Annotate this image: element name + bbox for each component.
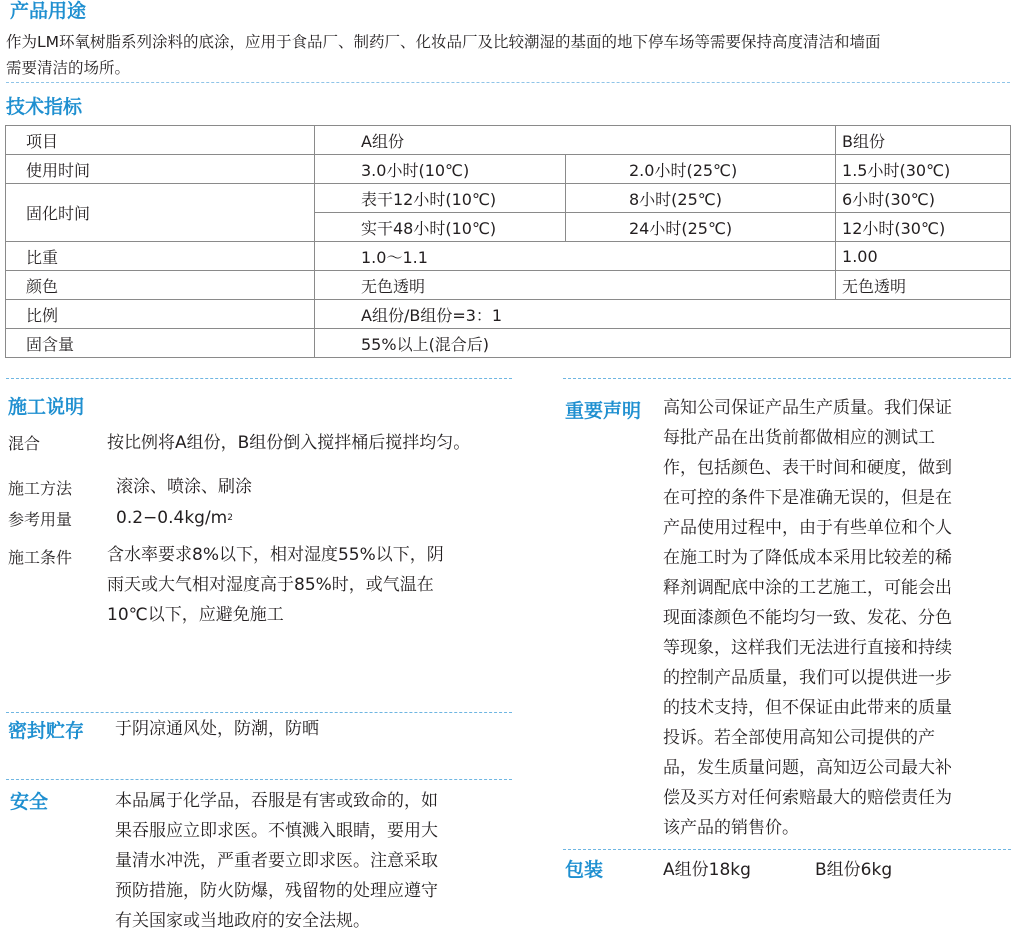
usage-title: 产品用途 <box>10 0 87 22</box>
packaging-b: B组份6kg <box>815 860 893 880</box>
table-cell: 3.0小时(10℃) <box>315 155 566 184</box>
usage-text-line2: 需要清洁的场所。 <box>6 59 131 77</box>
method-label: 施工方法 <box>8 479 73 498</box>
statement-line: 现面漆颜色不能均匀一致、发花、分色 <box>663 608 952 628</box>
table-row <box>6 271 1011 300</box>
statement-line: 的控制产品质量，我们可以提供进一步 <box>663 668 952 688</box>
tech-title: 技术指标 <box>6 96 83 118</box>
table-cell: 1.5小时(30℃) <box>836 155 1011 184</box>
cure-time-label: 固化时间 <box>6 184 315 242</box>
statement-line: 偿及买方对任何索赔最大的赔偿责任为 <box>663 788 952 808</box>
table-row <box>6 126 1011 155</box>
statement-text <box>663 393 1011 843</box>
table-row <box>6 300 1011 329</box>
safety-line: 本品属于化学品，吞服是有害或致命的，如 <box>115 791 438 811</box>
color-label: 颜色 <box>6 271 315 300</box>
method-text: 滚涂、喷涂、刷涂 <box>116 477 252 497</box>
statement-title: 重要声明 <box>565 400 642 422</box>
table-cell: 无色透明 <box>315 271 836 300</box>
solids-label: 固含量 <box>6 329 315 358</box>
statement-line: 等现象，这样我们无法进行直接和持续 <box>663 638 952 658</box>
statement-line: 释剂调配底中涂的工艺施工，可能会出 <box>663 578 952 598</box>
safety-text <box>115 786 438 936</box>
use-time-label: 使用时间 <box>6 155 315 184</box>
table-cell: 1.0～1.1 <box>315 242 836 271</box>
usage-text-line1: 作为LM环氧树脂系列涂料的底涂，应用于食品厂、制药厂、化妆品厂及比较潮湿的基面的地下停车场等需要保持高度清洁和墙面 <box>6 33 881 51</box>
statement-line: 该产品的销售价。 <box>663 818 799 838</box>
gravity-label: 比重 <box>6 242 315 271</box>
statement-line: 投诉。若全部使用高知公司提供的产 <box>663 728 935 748</box>
safety-title: 安全 <box>10 791 49 813</box>
safety-line: 有关国家或当地政府的安全法规。 <box>115 911 370 931</box>
condition-line: 含水率要求8%以下，相对湿度55%以下，阴 <box>107 545 444 565</box>
safety-line: 预防措施，防火防爆，残留物的处理应遵守 <box>115 881 438 901</box>
table-row <box>6 329 1011 358</box>
statement-line: 作，包括颜色、表干时间和硬度，做到 <box>663 458 952 478</box>
safety-divider <box>6 779 512 780</box>
table-row <box>6 242 1011 271</box>
safety-line: 量清水冲洗，严重者要立即求医。注意采取 <box>115 851 438 871</box>
table-cell: A组份/B组份=3：1 <box>315 300 1011 329</box>
table-cell: 1.00 <box>836 242 1011 271</box>
condition-text <box>107 540 444 630</box>
storage-divider <box>6 712 512 713</box>
table-cell: 2.0小时(25℃) <box>566 155 836 184</box>
statement-line: 每批产品在出货前都做相应的测试工 <box>663 428 935 448</box>
packaging-title: 包装 <box>565 859 604 881</box>
header-a: A组份 <box>315 126 836 155</box>
mix-label: 混合 <box>8 434 41 453</box>
table-cell: 表干12小时(10℃) <box>315 184 566 213</box>
header-item: 项目 <box>6 126 315 155</box>
usage-divider <box>6 82 1010 83</box>
construction-divider <box>6 378 512 379</box>
table-cell: 12小时(30℃) <box>836 213 1011 242</box>
condition-line: 10℃以下，应避免施工 <box>107 605 284 625</box>
table-cell: 无色透明 <box>836 271 1011 300</box>
statement-line: 在施工时为了降低成本采用比较差的稀 <box>663 548 952 568</box>
table-cell: 8小时(25℃) <box>566 184 836 213</box>
packaging-divider <box>563 849 1011 850</box>
statement-line: 产品使用过程中，由于有些单位和个人 <box>663 518 952 538</box>
table-cell: 24小时(25℃) <box>566 213 836 242</box>
dosage-label: 参考用量 <box>8 510 73 529</box>
construction-title: 施工说明 <box>8 396 85 418</box>
dosage-text: 0.2−0.4kg/m <box>116 508 228 528</box>
statement-line: 高知公司保证产品生产质量。我们保证 <box>663 398 952 418</box>
condition-line: 雨天或大气相对湿度高于85%时，或气温在 <box>107 575 434 595</box>
storage-text: 于阴凉通风处，防潮，防晒 <box>115 719 319 739</box>
condition-label: 施工条件 <box>8 548 73 567</box>
header-b: B组份 <box>836 126 1011 155</box>
table-cell: 实干48小时(10℃) <box>315 213 566 242</box>
ratio-label: 比例 <box>6 300 315 329</box>
dosage-superscript: 2 <box>227 513 233 523</box>
storage-title: 密封贮存 <box>8 720 85 742</box>
table-cell: 55%以上(混合后) <box>315 329 1011 358</box>
table-cell: 6小时(30℃) <box>836 184 1011 213</box>
statement-line: 品，发生质量问题，高知迈公司最大补 <box>663 758 952 778</box>
mix-text: 按比例将A组份，B组份倒入搅拌桶后搅拌均匀。 <box>107 433 471 453</box>
packaging-a: A组份18kg <box>663 860 751 880</box>
spec-table <box>5 125 1011 358</box>
safety-line: 果吞服应立即求医。不慎溅入眼睛，要用大 <box>115 821 438 841</box>
statement-divider <box>563 378 1011 379</box>
table-row <box>6 184 1011 213</box>
table-row <box>6 155 1011 184</box>
statement-line: 在可控的条件下是准确无误的，但是在 <box>663 488 952 508</box>
statement-line: 的技术支持，但不保证由此带来的质量 <box>663 698 952 718</box>
dosage-value <box>116 506 233 530</box>
